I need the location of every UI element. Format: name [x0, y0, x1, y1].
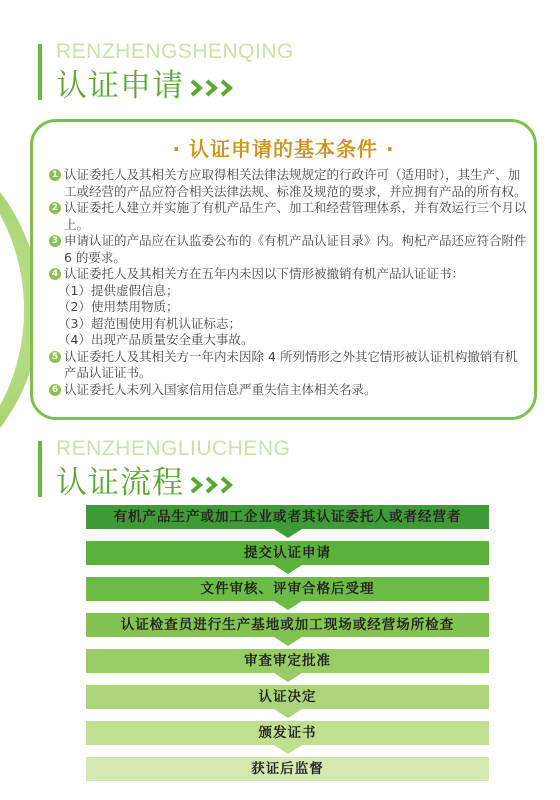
condition-item — [49, 382, 529, 399]
flow-arrow-icon — [274, 637, 302, 646]
condition-sub-item: （1）提供虚假信息； — [58, 282, 179, 298]
condition-sub-item: （2）使用禁用物质； — [58, 299, 179, 314]
condition-text: 认证委托人未列入国家信用信息严重失信主体相关名录。 — [64, 381, 377, 397]
flow-arrow-icon — [274, 745, 302, 754]
flow-arrow-icon — [274, 673, 302, 682]
condition-text: 认证委托人及其相关方一年内未因除 4 所列情形之外其它情形被认证机构撤销有机产品认证证书。 — [64, 348, 518, 380]
condition-item — [49, 266, 529, 283]
heading-title — [56, 457, 240, 502]
number-badge-icon: 3 — [49, 235, 61, 247]
number-badge-icon: 5 — [49, 351, 61, 363]
heading-pinyin: RENZHENGLIUCHENG — [56, 437, 291, 460]
flow-step: 审查审定批准 — [86, 649, 489, 673]
decorative-arc-mask — [0, 118, 24, 502]
flow-step: 有机产品生产或加工企业或者其认证委托人或者经营者 — [86, 505, 489, 529]
condition-sub-item: （3）超范围使用有机认证标志； — [58, 315, 241, 331]
flow-step: 提交认证申请 — [86, 541, 489, 565]
flow-arrow-icon — [274, 709, 302, 718]
heading-title-text: 认证流程 — [56, 465, 184, 501]
flow-step: 认证检查员进行生产基地或加工现场或经营场所检查 — [86, 613, 489, 637]
condition-item — [49, 200, 529, 233]
flow-arrow-icon — [274, 529, 302, 538]
flow-arrow-icon — [274, 565, 302, 574]
triple-chevron-icon — [190, 78, 240, 98]
condition-text: 申请认证的产品应在认监委公布的《有机产品认证目录》内。枸杞产品还应符合附件 6 的要求。 — [64, 233, 527, 265]
number-badge-icon: 6 — [49, 384, 61, 396]
conditions-box — [30, 119, 537, 420]
heading-accent-bar — [38, 44, 42, 100]
heading-accent-bar — [38, 441, 42, 497]
condition-text: 认证委托人及其相关方应取得相关法律法规规定的行政许可（适用时），其生产、加工或经营的产品应符合相关法律法规、标准及规范的要求，并应拥有产品的所有权。 — [64, 167, 527, 199]
number-badge-icon: 4 — [49, 268, 61, 280]
conditions-list — [49, 167, 529, 398]
flow-arrow-icon — [274, 601, 302, 610]
condition-item — [49, 349, 529, 382]
condition-item — [49, 233, 529, 266]
flow-step: 认证决定 — [86, 685, 489, 709]
conditions-title: · 认证申请的基本条件 · — [172, 137, 395, 161]
condition-text: 认证委托人建立并实施了有机产品生产、加工和经营管理体系，并有效运行三个月以上。 — [64, 200, 527, 232]
heading-title — [56, 60, 240, 105]
number-badge-icon: 1 — [49, 169, 61, 181]
condition-item — [49, 167, 529, 200]
condition-sub-item: （4）出现产品质量安全重大事故。 — [58, 332, 254, 347]
number-badge-icon: 2 — [49, 202, 61, 214]
flow-step: 获证后监督 — [86, 757, 489, 781]
condition-text: 认证委托人及其相关方在五年内未因以下情形被撤销有机产品认证证书： — [64, 266, 465, 281]
flow-step: 颁发证书 — [86, 721, 489, 745]
heading-pinyin: RENZHENGSHENQING — [56, 40, 294, 63]
flow-step: 文件审核、评审合格后受理 — [86, 577, 489, 601]
heading-title-text: 认证申请 — [56, 68, 184, 104]
triple-chevron-icon — [190, 475, 240, 495]
